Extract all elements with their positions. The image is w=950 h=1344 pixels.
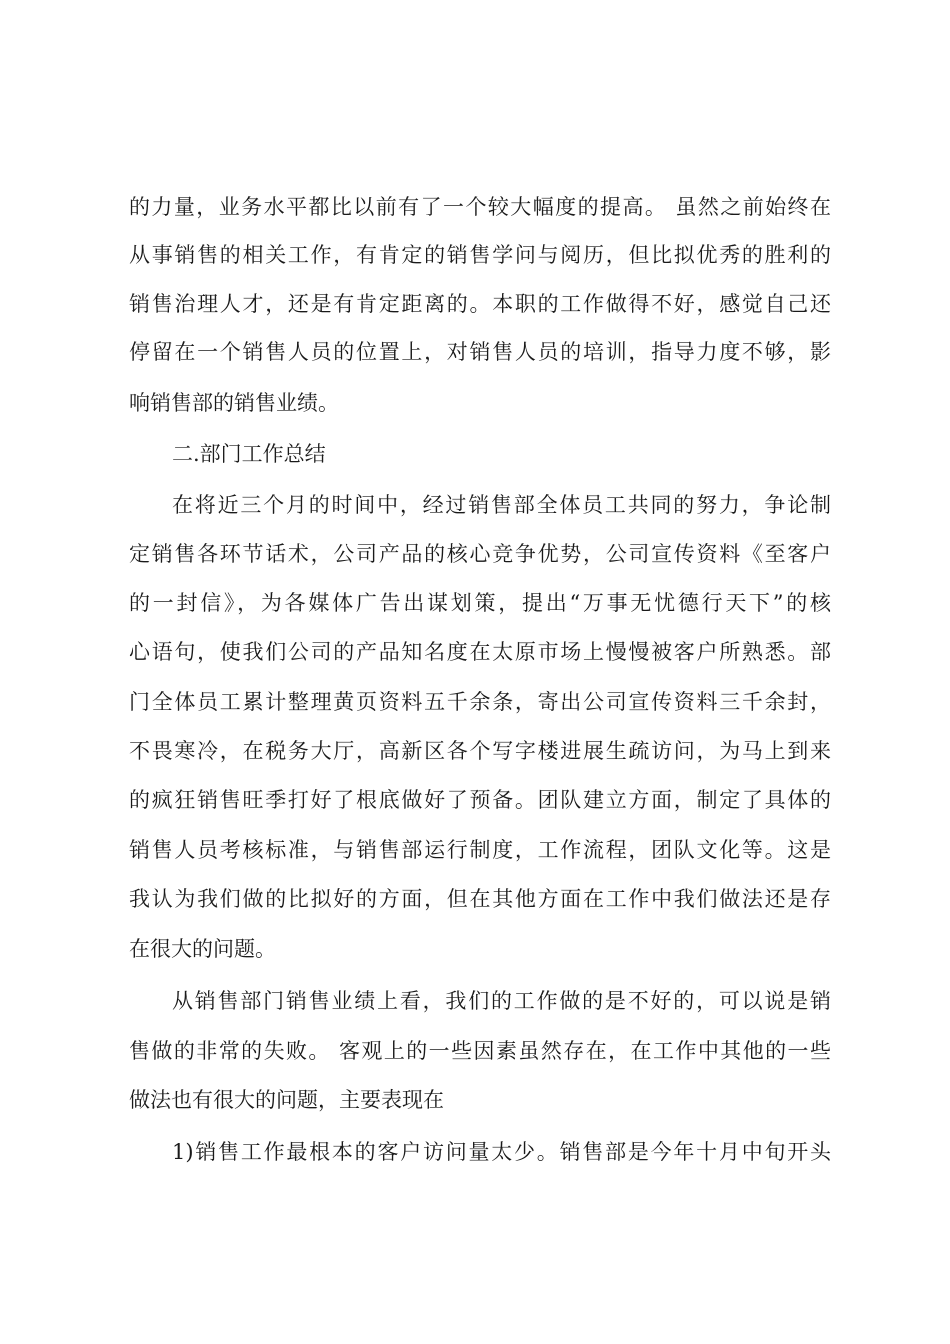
paragraph-1-line-2: 从事销售的相关工作，有肯定的销售学问与阅历，但比拟优秀的胜利的	[129, 243, 831, 267]
paragraph-1-line-1: 的力量，业务水平都比以前有了一个较大幅度的提高。 虽然之前始终在	[129, 195, 831, 219]
paragraph-1-line-4: 停留在一个销售人员的位置上，对销售人员的培训，指导力度不够，影	[129, 340, 831, 364]
section-heading: 二.部门工作总结	[172, 442, 326, 466]
paragraph-2-line-4: 心语句，使我们公司的产品知名度在太原市场上慢慢被客户所熟悉。部	[129, 640, 831, 664]
paragraph-2-line-7: 的疯狂销售旺季打好了根底做好了预备。团队建立方面，制定了具体的	[129, 788, 831, 812]
paragraph-2-line-5: 门全体员工累计整理黄页资料五千余条，寄出公司宣传资料三千余封，	[129, 690, 831, 714]
paragraph-2-line-2: 定销售各环节话术，公司产品的核心竞争优势，公司宣传资料《至客户	[129, 542, 831, 566]
paragraph-2-line-1: 在将近三个月的时间中，经过销售部全体员工共同的努力，争论制	[172, 493, 831, 517]
paragraph-3-line-3: 做法也有很大的问题，主要表现在	[129, 1088, 444, 1112]
paragraph-3-line-2: 售做的非常的失败。 客观上的一些因素虽然存在，在工作中其他的一些	[129, 1039, 831, 1063]
paragraph-3-line-1: 从销售部门销售业绩上看，我们的工作做的是不好的，可以说是销	[172, 989, 831, 1013]
paragraph-2-line-3: 的一封信》，为各媒体广告出谋划策，提出“万事无忧德行天下”的核	[129, 591, 831, 615]
paragraph-1-line-5: 响销售部的销售业绩。	[129, 391, 339, 415]
paragraph-4-line-1: 1)销售工作最根本的客户访问量太少。销售部是今年十月中旬开头	[172, 1140, 831, 1164]
paragraph-2-line-9: 我认为我们做的比拟好的方面，但在其他方面在工作中我们做法还是存	[129, 887, 831, 911]
paragraph-2-line-8: 销售人员考核标准，与销售部运行制度，工作流程，团队文化等。这是	[129, 838, 831, 862]
paragraph-2-line-6: 不畏寒冷，在税务大厅，高新区各个写字楼进展生疏访问，为马上到来	[129, 739, 831, 763]
paragraph-2-line-10: 在很大的问题。	[129, 937, 276, 961]
paragraph-1-line-3: 销售治理人才，还是有肯定距离的。本职的工作做得不好，感觉自己还	[129, 292, 831, 316]
